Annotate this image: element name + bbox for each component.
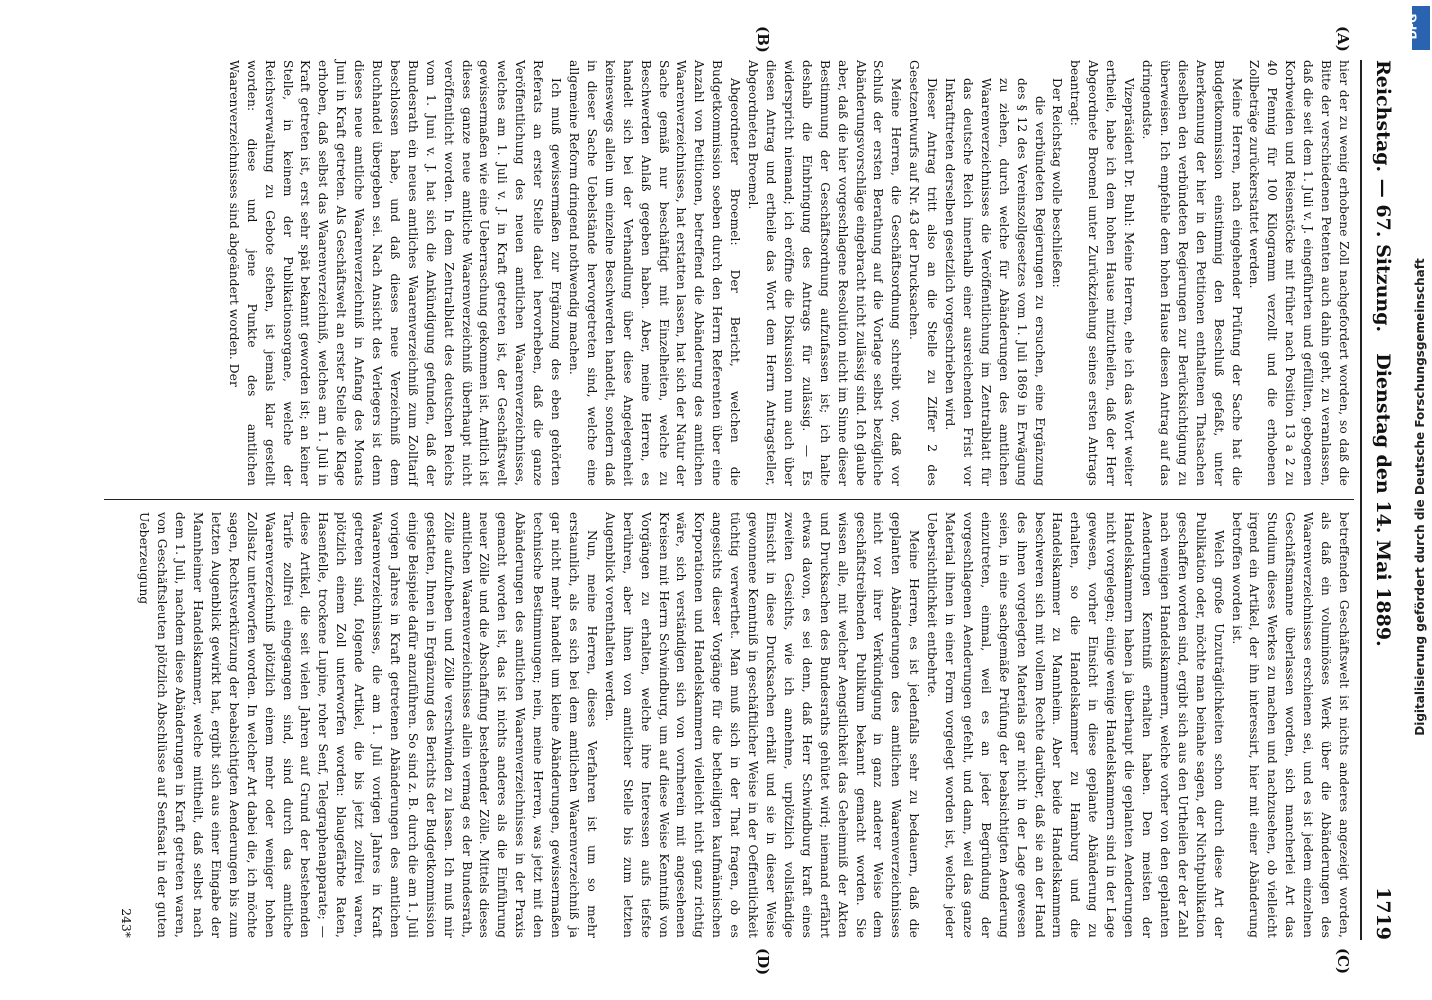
paragraph: Meine Herren, nach eingehender Prüfung der Sache hat die Budgetkommission einstimmig den Beschluß gefaßt, unter Anerkennung der hier in den Petitionen enthaltenen Thatsachen dieselben den verbündeten Regierungen zur Berücksichtigung zu überweisen. Ich empfehle dem hohen Hause diesen Antrag auf das dringendste.: [1140, 60, 1244, 486]
digitization-note: Digitalisierung gefördert durch die Deutsche Forschungsgemeinschaft: [1413, 258, 1427, 736]
margin-marker-b: (B): [754, 26, 772, 53]
paragraph: Vizepräsident Dr. Buhl: Meine Herren, ehe ich das Wort weiter ertheile, habe ich dem hohen Hause mitzutheilen, daß der Herr Abgeordnete Broemel unter Zurückziehung seines ersten Antrags beantragt:: [1068, 60, 1137, 486]
paragraph: hier der zu wenig erhobene Zoll nachgefordert worden, so daß die Bitte der verschiedenen Petenten auch dahin geht, zu veranlassen, daß die seit dem 1. Juli v. J. eingeführten und gefüllten, gebogenen Korbweiden und Reisenstöcke mit früher nach Position 13 a 2 zu 40 Pfennig für 100 Kilogramm verzollt und die erhobenen Zollbeträge zurückerstattet werden.: [1247, 60, 1351, 486]
signature-mark: 243*: [119, 908, 134, 938]
header-rule: [1360, 60, 1362, 940]
paragraph: Nun, meine Herren, dieses Verfahren ist um so mehr erstaunlich, als es sich bei dem amtlichen Waarenverzeichniß ja gar nicht mehr handelt um kleine Abänderungen, gewissermaßen technische Bestimmungen; nein, meine Herren, was jetzt mit den Abänderungen des amtlichen Waarenverzeichnisses in der Praxis gemacht worden ist, das ist nichts anderes als die Einführung neuer Zölle und die Abschaffung bestehender Zölle. Mittels dieses amtlichen Waarenverzeichnisses allein vermag es der Bundesrath, Zölle aufzuheben und Zölle verschwinden zu lassen. Ich muß mir gestatten, Ihnen in Ergänzung des Berichts der Budgetkommission einige Beispiele dafür anzuführen. So sind z. B. durch die am 1. Juli vorigen Jahres in Kraft getretenen Abänderungen des amtlichen Waarenverzeichnisses, die am 1. Juli vorigen Jahres in Kraft getreten sind, folgende Artikel, die bis jetzt zollfrei waren, plötzlich einem Zoll unterworfen worden: blaugefärbte Raten, Hasenfelle, trockene Lupine, roher Senf, Telegraphenapparate; — diese Artikel, die seit vielen Jahren auf Grund der bestehenden Tarife zollfrei eingegangen sind, sind durch das amtliche Waarenverzeichniß plötzlich einem mehr oder weniger hohen Zollsatz unterworfen worden. In welcher Art dabei die, ich möchte sagen, Rechtsverkürzung der beabsichtigten Aenderungen bis zum letzten Augenblick gewirkt hat, ergibt sich aus einer Eingabe der Mannheimer Handelskammer, welche mittheilt, daß selbst nach dem 1. Juli, nachdem diese Abänderungen in Kraft getreten waren, von Geschäftsleuten plötzlich Abschlüsse auf Senfsaat in der guten Ueberzeugung: [137, 512, 599, 938]
left-text-column: [224, 60, 1352, 486]
page-number: 1719: [1372, 887, 1394, 940]
dfg-logo-text: DFG: [1406, 13, 1420, 40]
right-text-column: [116, 512, 1352, 938]
page-header: [1364, 60, 1394, 940]
paragraph: Ich muß gewissermaßen zur Ergänzung des eben gehörten Referats an erster Stelle dabei hervorheben, daß die ganze Veröffentlichung des neuen amtlichen Waarenverzeichnisses, welches am 1. Juli v. J. in Kraft getreten ist, der Geschäftswelt gewissermaßen wie eine Ueberraschung gekommen ist. Amtlich ist dieses ganze neue amtliche Waarenverzeichniß überhaupt nicht veröffentlicht worden. In dem Zentralblatt des deutschen Reichs vom 1. Juni v. J. hat sich die Ankündigung gefunden, daß der Bundesrath ein neues amtliches Waarenverzeichniß zum Zolltarif beschlossen habe, und daß dieses neue Verzeichniß dem Buchhandel übergeben sei. Nach Ansicht des Verlegers ist denn dieses neue amtliche Waarenverzeichniß in Anfang des Monats Juni in Kraft getreten. Als Geschäftswelt an erster Stelle die Klage erhoben, daß selbst das Waarenverzeichniß, welches am 1. Juli in Kraft getreten ist, erst sehr spät bekannt geworden ist; an keiner Stelle, in keinem der Publikationsorgane, welche der Reichsverwaltung zu Gebote stehen, ist jemals klar gestellt worden: diese und jene Punkte des amtlichen Waarenverzeichnisses sind abgeändert worden. Der: [226, 60, 564, 486]
paragraph: Welch große Unzuträglichkeiten schon durch diese Art der Publikation oder, möchte man beinahe sagen, der Nichtpublikation geschaffen worden sind, ergibt sich aus den Urtheilen der der Zahl nach wenigen Handelskammern, welche vorher von den geplanten Aenderungen Kenntniß erhalten haben. Den meisten der Handelskammern haben ja überhaupt die geplanten Aenderungen nicht vorgelegen; einige wenige Handelskammern sind in der Lage gewesen, vorher Einsicht in diese geplante Abänderung zu erhalten, so die Handelskammer zu Hamburg und die Handelskammer zu Mannheim. Aber beide Handelskammern beschweren sich mit vollem Rechte darüber, daß sie an der Hand des ihnen vorgelegten Materials gar nicht in der Lage gewesen seien, in eine sachgemäße Prüfung der beabsichtigten Aenderung einzutreten, einmal, weil es an jeder Begründung der vorgeschlagenen Aenderungen gefehlt, und dann, weil das ganze Material ihnen in einer Form vorgelegt worden ist, welche jeder Uebersichtlichkeit entbehrte.: [925, 512, 1226, 938]
paragraph: die verbündeten Regierungen zu ersuchen, eine Ergänzung des § 12 des Vereinszollgesetzes vom 1. Juli 1869 in Erwägung zu ziehen, durch welche für Abänderungen des amtlichen Waarenverzeichnisses die Veröffentlichung im Zentralblatt für das deutsche Reich innerhalb einer ausreichenden Frist vor Inkrafttreten derselben gesetzlich vorgeschrieben wird.: [943, 78, 1047, 486]
margin-marker-c: (C): [1334, 948, 1352, 975]
paragraph: Abgeordneter Broemel: Der Bericht, welchen die Budgetkommission soeben durch den Herrn Referenten über eine Anzahl von Petitionen, betreffend die Abänderung des amtlichen Waarenverzeichnisses, hat erstatten lassen, hat sich der Natur der Sache gemäß nur beschäftigt mit Einzelheiten, welche zu Beschwerden Anlaß gegeben haben. Aber, meine Herren, es handelt sich bei der Verhandlung über diese Angelegenheit keineswegs allein um einzelne Beschwerden handelt, sondern daß in dieser Sache Uebelstände hervorgetreten sind, welche eine allgemeine Reform dringend nothwendig machen.: [567, 60, 743, 486]
header-date: Dienstag den 14. Mai 1889.: [1372, 353, 1394, 647]
header-session: Reichstag. — 67. Sitzung.: [1372, 60, 1394, 333]
paragraph: Meine Herren, die Geschäftsordnung schreibt vor, daß vor Schluß der ersten Berathung auf die Vorlage selbst bezügliche Abänderungsvorschläge eingebracht nicht zulässig sind. Ich glaube aber, daß die hier vorgeschlagene Resolution nicht im Sinne dieser Bestimmung der Geschäftsordnung aufzufassen ist; ich halte deshalb die Einbringung des Antrags für zulässig. — Es widerspricht niemand; ich eröffne die Diskussion nun auch über diesen Antrag und ertheile das Wort dem Herrn Antragsteller, Abgeordneten Broemel.: [746, 60, 904, 486]
column-divider: [104, 499, 1354, 500]
margin-marker-d: (D): [754, 948, 772, 976]
paragraph: Dieser Antrag tritt also an die Stelle zu Ziffer 2 des Gesetzentwurfs auf Nr. 43 der Drucksachen.: [907, 60, 940, 486]
paragraph: Der Reichstag wolle beschließen:: [1050, 78, 1065, 288]
digitization-sidebar: [1406, 0, 1432, 1000]
margin-marker-a: (A): [1334, 26, 1352, 52]
paragraph: Meine Herren, es ist jedenfalls sehr zu bedauern, daß die geplanten Abänderungen des amtlichen Waarenverzeichnisses nicht vor ihrer Verkündigung in ganz anderer Weise dem geschäftstreibenden Publikum bekannt gemacht worden. Sie wissen alle, mit welcher Aengstlichkeit das Geheimniß der Akten und Drucksachen des Bundesraths gehütet wird; niemand erfährt etwas davon, es sei denn, daß Herr Schwindburg kraft eines zweiten Gesichts, wie ich annehme, urplötzlich vollständige Einsicht in diese Drucksachen erhält und sie in dieser Weise gewonnene Kenntniß in geschäftlicher Weise in der Oeffentlichkeit tüchtig verwerthet. Man muß sich in der That fragen, ob es angesichts dieser Vorgänge für die betheiligten kaufmännischen Korporationen und Handelskammern vielleicht nicht ganz richtig wäre, sich verständigen sich von vornherein mit angesehenen Kreisen mit Herrn Schwindburg, um auf diese Weise Kenntniß von Vorgängen zu erhalten, welche ihre Interessen aufs tiefste berühren, aber ihnen von amtlicher Stelle bis zum letzten Augenblick vorenthalten werden.: [602, 512, 922, 938]
paragraph: betreffenden Geschäftswelt ist nichts anderes angezeigt worden, als daß ein voluminöses Werk über die Abänderungen des Waarenverzeichnisses erschienen sei, und es ist jedem einzelnen Geschäftsmanne überlassen worden, sich mancherlei Art das Studium dieses Werkes zu machen und nachzusehen, ob vielleicht irgend ein Artikel, der ihn interessirt, hier mit einer Abänderung betroffen worden ist.: [1229, 512, 1351, 938]
